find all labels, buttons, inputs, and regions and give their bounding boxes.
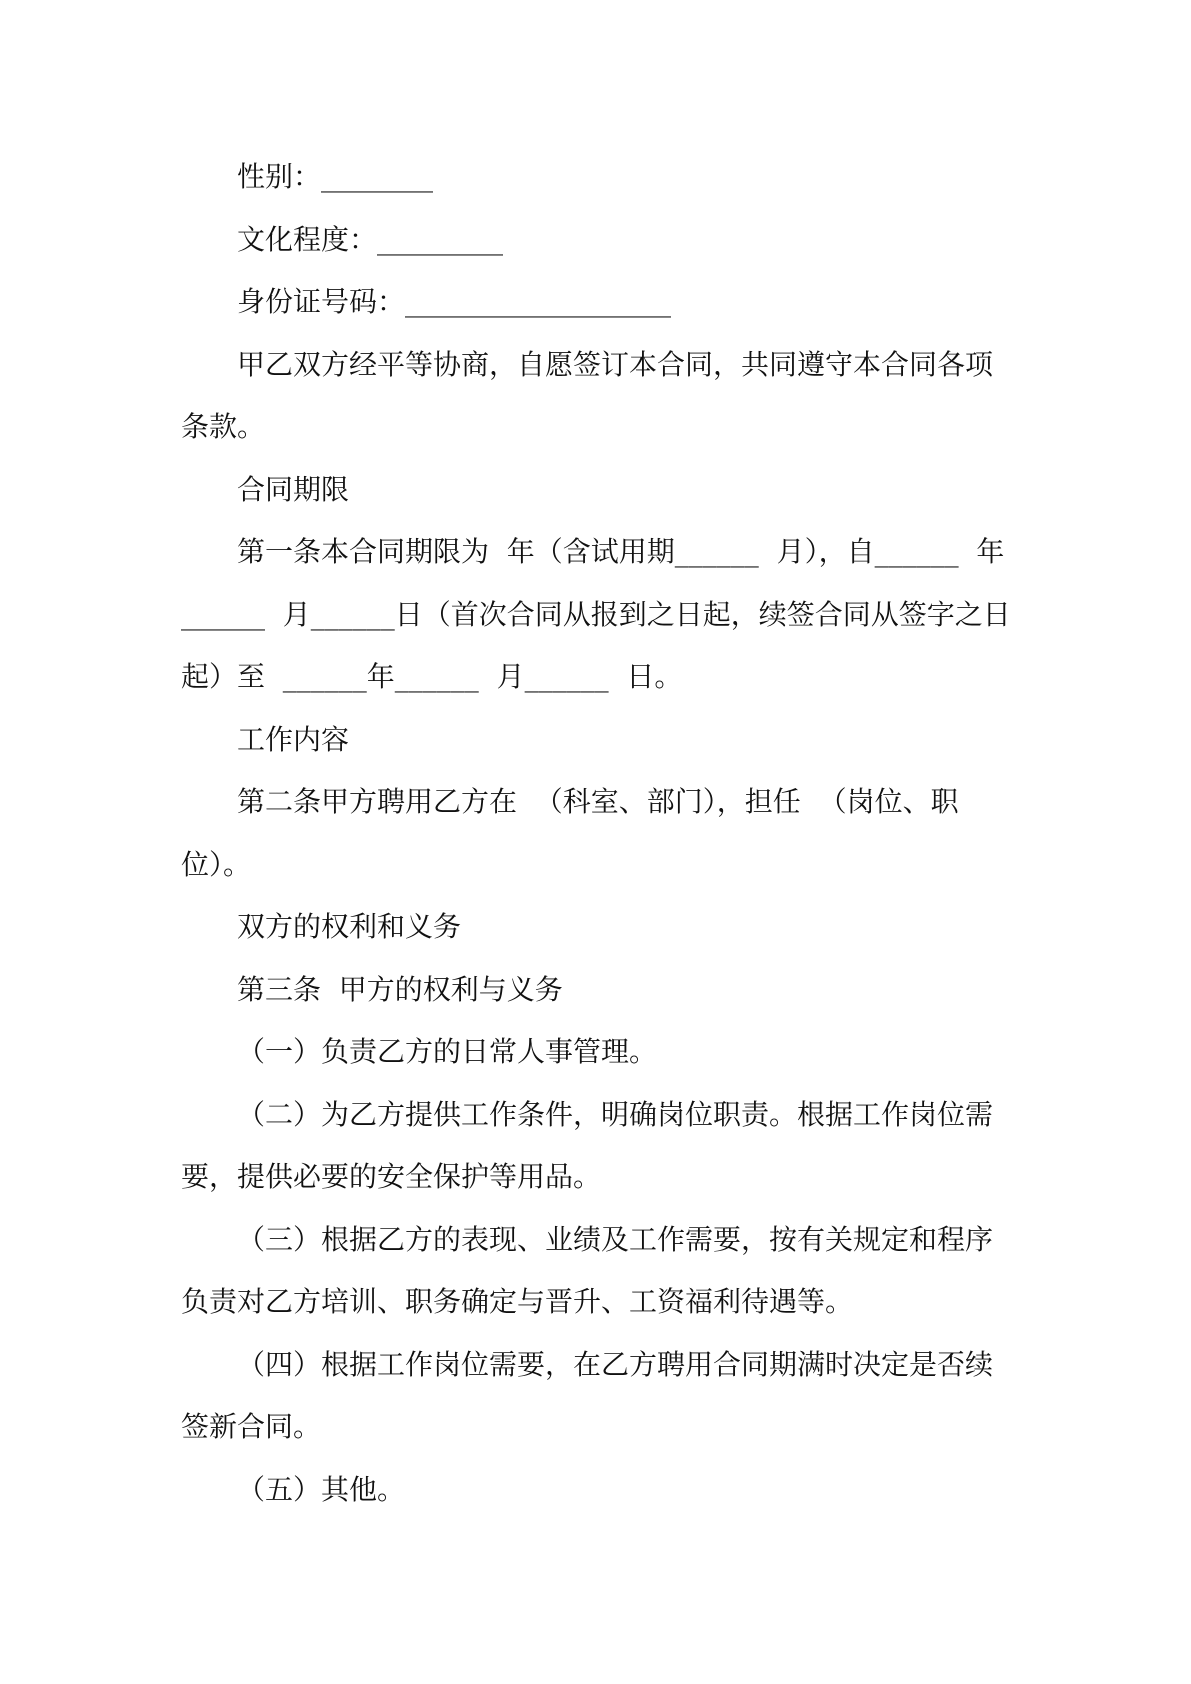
article-three-heading: 第三条 甲方的权利与义务 xyxy=(237,972,563,1006)
clause-one: （一）负责乙方的日常人事管理。 xyxy=(237,1035,658,1068)
section-heading-term: 合同期限 xyxy=(237,472,350,506)
article-two: 第二条甲方聘用乙方在 （科室、部门），担任 （岗位、职位）。 xyxy=(181,785,959,881)
clause-three: （三）根据乙方的表现、业绩及工作需要，按有关规定和程序负责对乙方培训、职务确定与晋升、工资福利待遇等。 xyxy=(181,1222,994,1318)
clause-two: （二）为乙方提供工作条件，明确岗位职责。根据工作岗位需要，提供必要的安全保护等用品。 xyxy=(181,1097,994,1193)
article-one: 第一条本合同期限为 年（含试用期______ 月），自______ 年______ 月______日（首次合同从报到之日起，续签合同从签字之日起）至 ______年______ 月______ 日。 xyxy=(181,535,1011,693)
field-education: 文化程度：_________ xyxy=(237,222,504,256)
section-heading-work: 工作内容 xyxy=(237,722,350,756)
document-body xyxy=(181,146,1011,1521)
field-gender: 性别：________ xyxy=(237,160,434,193)
intro-paragraph: 甲乙双方经平等协商，自愿签订本合同，共同遵守本合同各项条款。 xyxy=(181,347,994,443)
clause-four: （四）根据工作岗位需要，在乙方聘用合同期满时决定是否续签新合同。 xyxy=(181,1347,994,1443)
clause-five: （五）其他。 xyxy=(237,1472,406,1506)
field-id-number: 身份证号码：___________________ xyxy=(237,285,672,318)
section-heading-rights: 双方的权利和义务 xyxy=(237,910,462,943)
